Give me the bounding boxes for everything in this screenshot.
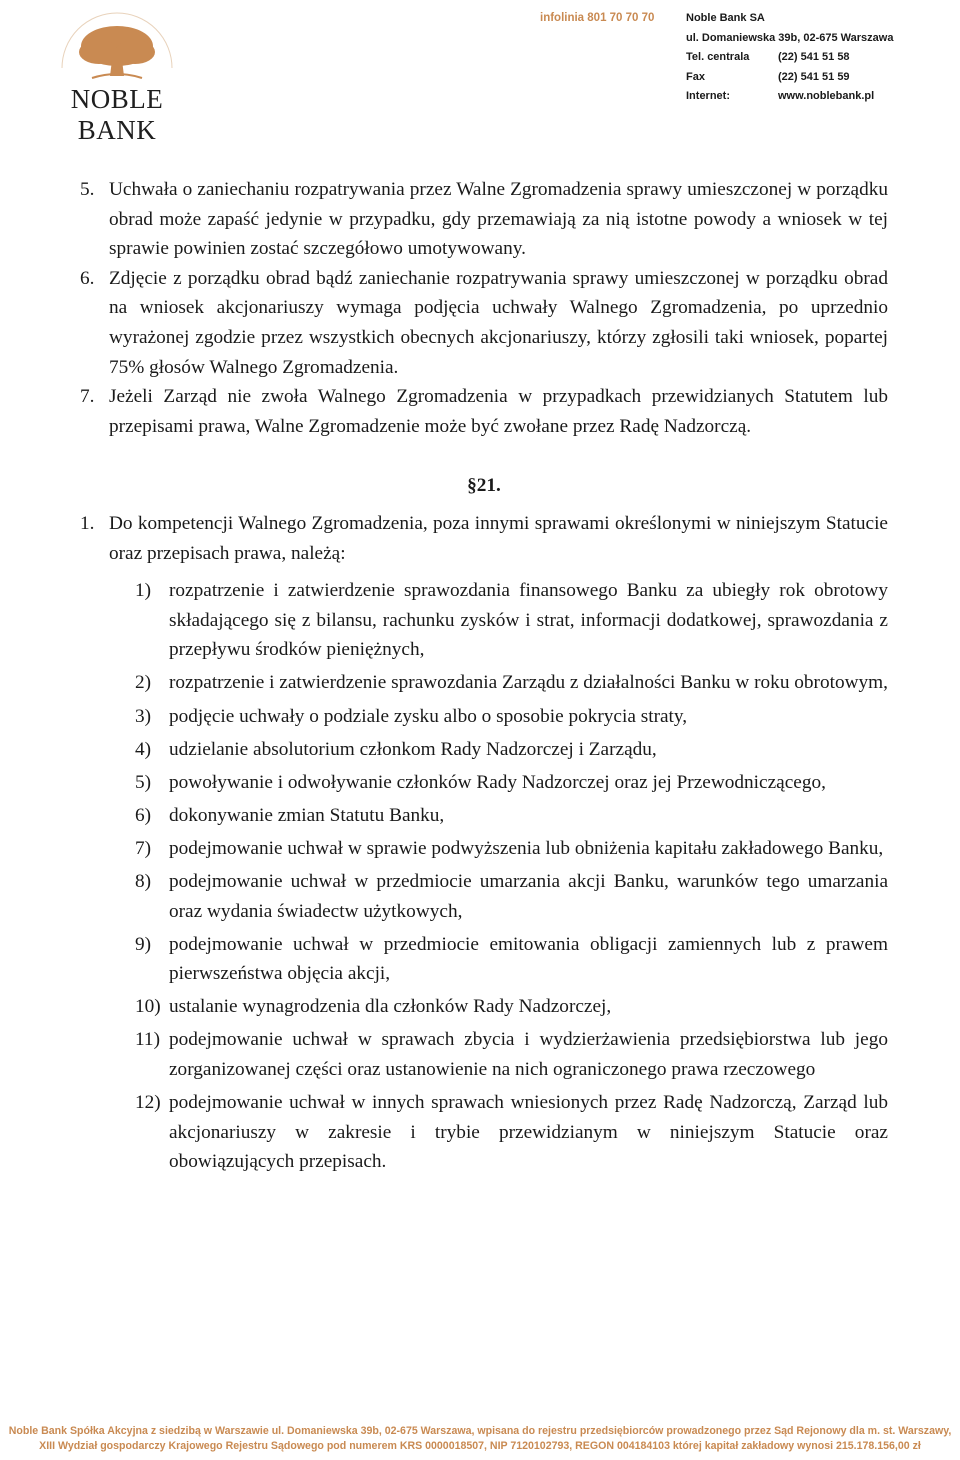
paragraph-point — [80, 264, 888, 382]
contact-label: Tel. centrala — [686, 51, 750, 63]
list-item — [135, 834, 888, 864]
point-number: 7. — [80, 386, 95, 408]
list-item-text: podjęcie uchwały o podziale zysku albo o sposobie pokrycia straty, — [169, 705, 688, 727]
list-item-text: podejmowanie uchwał w przedmiocie emitowania obligacji zamiennych lub z prawem pierwszeństwa objęcia akcji, — [169, 933, 888, 985]
list-item — [135, 735, 888, 765]
list-item-number: 8) — [135, 870, 152, 892]
list-item — [135, 1025, 888, 1084]
list-item-number: 12) — [135, 1092, 161, 1114]
paragraph-point — [80, 509, 888, 568]
footer-line: XIII Wydział gospodarczy Krajowego Rejestru Sądowego pod numerem KRS 0000018507, NIP 7120102793, REGON 004184103 której kapitał zakładowy wynosi 215.178.156,00 zł — [39, 1440, 921, 1452]
list-item-text: podejmowanie uchwał w sprawach zbycia i wydzierżawienia przedsiębiorstwa lub jego zorganizowanej części oraz ustanowienie na nich ograniczonego prawa rzeczowego — [169, 1029, 888, 1081]
contact-label: Noble Bank SA — [686, 12, 765, 24]
paragraph-point — [80, 382, 888, 441]
contact-label: Internet: — [686, 90, 730, 102]
legal-footer — [0, 1424, 960, 1454]
list-item-text: powoływanie i odwoływanie członków Rady Nadzorczej oraz jej Przewodniczącego, — [169, 771, 826, 793]
competence-list — [135, 576, 888, 1177]
contact-row — [686, 32, 926, 52]
list-item-number: 3) — [135, 705, 152, 727]
point-text: Zdjęcie z porządku obrad bądź zaniechanie rozpatrywania sprawy umieszczonej w porządku obrad na wniosek akcjonariuszy wymaga podjęcia uchwały Walnego Zgromadzenia, po uprzednio wyrażonej zgodzie przez wszystkich obecnych akcjonariuszy, którzy zgłosili taki wniosek, popartej 75% głosów Walnego Zgromadzenia. — [109, 267, 888, 378]
list-item-number: 11) — [135, 1029, 160, 1051]
list-item — [135, 992, 888, 1022]
list-item-text: podejmowanie uchwał w sprawie podwyższenia lub obniżenia kapitału zakładowego Banku, — [169, 837, 884, 859]
contact-label: Fax — [686, 70, 705, 83]
bank-logo — [32, 8, 202, 145]
document-body — [80, 175, 888, 1180]
list-item-text: rozpatrzenie i zatwierdzenie sprawozdania Zarządu z działalności Banku w roku obrotowym, — [169, 672, 888, 694]
list-item — [135, 867, 888, 926]
tree-seal-icon — [32, 8, 202, 88]
point-number: 1. — [80, 512, 95, 534]
contact-value: www.noblebank.pl — [778, 90, 875, 102]
list-item-number: 6) — [135, 804, 152, 826]
contact-row — [686, 51, 926, 71]
list-item-number: 7) — [135, 837, 152, 859]
list-item — [135, 668, 888, 698]
list-item-text: rozpatrzenie i zatwierdzenie sprawozdania finansowego Banku za ubiegły rok obrotowy składającego się z bilansu, rachunku zysków i strat, informacji dodatkowej, sprawozdania z przepływu środków pieniężnych, — [169, 580, 888, 661]
list-item-number: 9) — [135, 933, 152, 955]
bank-wordmark: NOBLE BANK — [70, 84, 164, 145]
list-item — [135, 930, 888, 989]
contact-value: (22) 541 51 59 — [778, 70, 850, 83]
contact-block — [686, 12, 926, 110]
list-item-text: udzielanie absolutorium członkom Rady Nadzorczej i Zarządu, — [169, 738, 657, 760]
list-item-number: 5) — [135, 771, 152, 793]
point-text: Do kompetencji Walnego Zgromadzenia, poza innymi sprawami określonymi w niniejszym Statucie oraz przepisach prawa, należą: — [109, 512, 888, 564]
list-item-text: dokonywanie zmian Statutu Banku, — [169, 804, 445, 826]
contact-value: (22) 541 51 58 — [778, 51, 850, 63]
point-number: 5. — [80, 179, 95, 200]
list-item — [135, 768, 888, 798]
list-item-text: podejmowanie uchwał w innych sprawach wniesionych przez Radę Nadzorczą, Zarząd lub akcjonariuszy w zakresie i trybie przewidzianym w niniejszym Statucie oraz obowiązujących przepisach. — [169, 1092, 888, 1173]
point-text: Jeżeli Zarząd nie zwoła Walnego Zgromadzenia w przypadkach przewidzianych Statutem lub przepisami prawa, Walne Zgromadzenie może być zwołane przez Radę Nadzorczą. — [109, 386, 888, 437]
list-item-number: 4) — [135, 738, 152, 760]
point-text: Uchwała o zaniechaniu rozpatrywania przez Walne Zgromadzenia sprawy umieszczonej w porządku obrad może zapaść jedynie w przypadku, gdy przemawiają za nią istotne powody a wniosek w tej sprawie powinien zostać szczegółowo umotywowany. — [109, 179, 888, 260]
hotline: infolinia 801 70 70 70 — [540, 12, 655, 24]
point-number: 6. — [80, 267, 95, 289]
list-item — [135, 1088, 888, 1177]
list-item-number: 1) — [135, 580, 152, 602]
contact-row — [686, 12, 926, 32]
list-item-text: podejmowanie uchwał w przedmiocie umarzania akcji Banku, warunków tego umarzania oraz wydania świadectw użytkowych, — [169, 870, 888, 922]
list-item-number: 10) — [135, 996, 161, 1018]
list-item — [135, 801, 888, 831]
contact-row — [686, 71, 926, 91]
list-item — [135, 702, 888, 732]
footer-line: Noble Bank Spółka Akcyjna z siedzibą w Warszawie ul. Domaniewska 39b, 02-675 Warszawa, wpisana do rejestru przedsiębiorców prowadzonego przez Sąd Rejonowy dla m. st. Warszawy, — [8, 1425, 952, 1437]
list-item-text: ustalanie wynagrodzenia dla członków Rady Nadzorczej, — [169, 996, 612, 1018]
list-item — [135, 576, 888, 665]
contact-row — [686, 90, 926, 110]
letterhead — [0, 0, 960, 145]
section-heading: §21. — [467, 475, 501, 497]
contact-label: ul. Domaniewska 39b, 02-675 Warszawa — [686, 31, 894, 44]
paragraph-point — [80, 175, 888, 264]
list-item-number: 2) — [135, 672, 152, 694]
